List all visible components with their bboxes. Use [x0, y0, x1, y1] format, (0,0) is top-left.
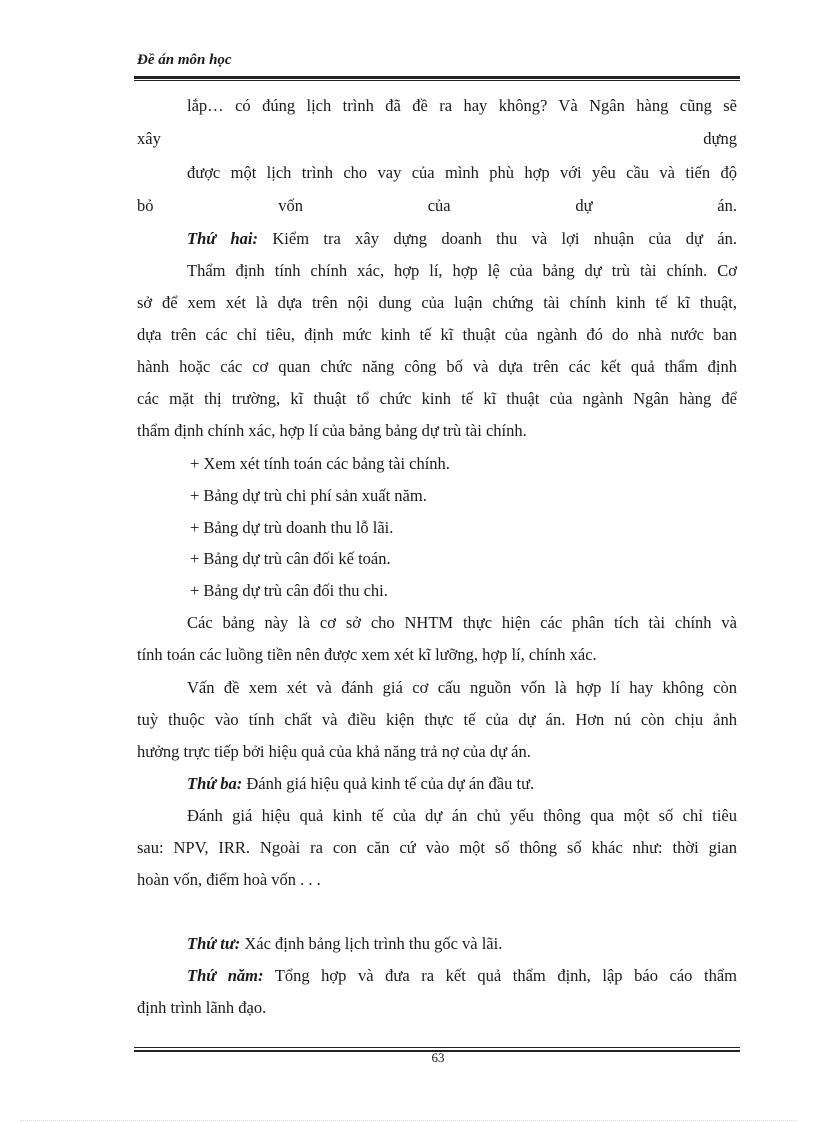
- body-line: sau: NPV, IRR. Ngoài ra con căn cứ vào một số thông số khác như: thời gian: [137, 838, 737, 857]
- body-line: các mặt thị trường, kĩ thuật tổ chức kinh tế kĩ thuật của ngành Ngân hàng để: [137, 389, 737, 408]
- body-line: sở để xem xét là dựa trên nội dung của luận chứng tài chính kinh tế kĩ thuật,: [137, 293, 737, 312]
- bottom-dotted-border: [20, 1120, 796, 1121]
- header-title: Đề án môn học: [137, 52, 232, 68]
- body-line: xây dựng: [137, 129, 737, 148]
- section-lead-second: Thứ hai:: [187, 229, 259, 248]
- body-paragraph: [187, 228, 737, 250]
- section-lead-fifth: Thứ năm:: [187, 966, 264, 985]
- body-text: Xác định bảng lịch trình thu gốc và lãi.: [240, 934, 503, 953]
- list-item: + Bảng dự trù doanh thu lỗ lãi.: [190, 518, 394, 537]
- body-line: hưởng trực tiếp bởi hiệu quả của khả năng trả nợ của dự án.: [137, 742, 531, 761]
- list-item: + Bảng dự trù chi phí sản xuất năm.: [190, 486, 427, 505]
- body-line: Đánh giá hiệu quả kinh tế của dự án chủ yếu thông qua một số chỉ tiêu: [187, 806, 737, 825]
- body-line: lắp… có đúng lịch trình đã đề ra hay không? Và Ngân hàng cũng sẽ: [187, 96, 737, 115]
- list-item: + Xem xét tính toán các bảng tài chính.: [190, 454, 450, 473]
- body-text: Tổng hợp và đưa ra kết quả thẩm định, lập báo cáo thẩm: [263, 966, 737, 985]
- body-line: thẩm định chính xác, hợp lí của bảng bảng dự trù tài chính.: [137, 421, 527, 440]
- list-item: + Bảng dự trù cân đối thu chi.: [190, 581, 388, 600]
- list-item: + Bảng dự trù cân đối kế toán.: [190, 549, 391, 568]
- body-line: Các bảng này là cơ sở cho NHTM thực hiện các phân tích tài chính và: [187, 613, 737, 632]
- header-rule-thin: [134, 80, 740, 81]
- body-line: hoàn vốn, điểm hoà vốn . . .: [137, 870, 321, 889]
- body-paragraph: [187, 965, 737, 987]
- body-line: định trình lãnh đạo.: [137, 998, 267, 1017]
- section-lead-third: Thứ ba:: [187, 774, 243, 793]
- footer-rule-thin: [134, 1047, 740, 1048]
- body-text: Kiểm tra xây dựng doanh thu và lợi nhuận của dự án.: [258, 229, 737, 248]
- body-line: được một lịch trình cho vay của mình phù hợp với yêu cầu và tiến độ: [187, 163, 737, 182]
- body-line: Thẩm định tính chính xác, hợp lí, hợp lệ của bảng dự trù tài chính. Cơ: [187, 261, 737, 280]
- body-line: hành hoặc các cơ quan chức năng công bố và dựa trên các kết quả thẩm định: [137, 357, 737, 376]
- body-text: Đánh giá hiệu quả kinh tế của dự án đầu tư.: [242, 774, 535, 793]
- body-line: Vấn đề xem xét và đánh giá cơ cấu nguồn vốn là hợp lí hay không còn: [187, 678, 737, 697]
- header-rule-thick: [134, 76, 740, 79]
- body-paragraph: [187, 773, 737, 795]
- body-line: tuỳ thuộc vào tính chất và điều kiện thực tế của dự án. Hơn nú còn chịu ảnh: [137, 710, 737, 729]
- body-line: bỏ vốn của dự án.: [137, 196, 737, 215]
- page-number: 63: [431, 1050, 445, 1065]
- body-line: dựa trên các chỉ tiêu, định mức kinh tế kĩ thuật của ngành đó do nhà nước ban: [137, 325, 737, 344]
- body-paragraph: [187, 933, 737, 955]
- section-lead-fourth: Thứ tư:: [187, 934, 241, 953]
- body-line: tính toán các luồng tiền nên được xem xét kĩ lưỡng, hợp lí, chính xác.: [137, 645, 597, 664]
